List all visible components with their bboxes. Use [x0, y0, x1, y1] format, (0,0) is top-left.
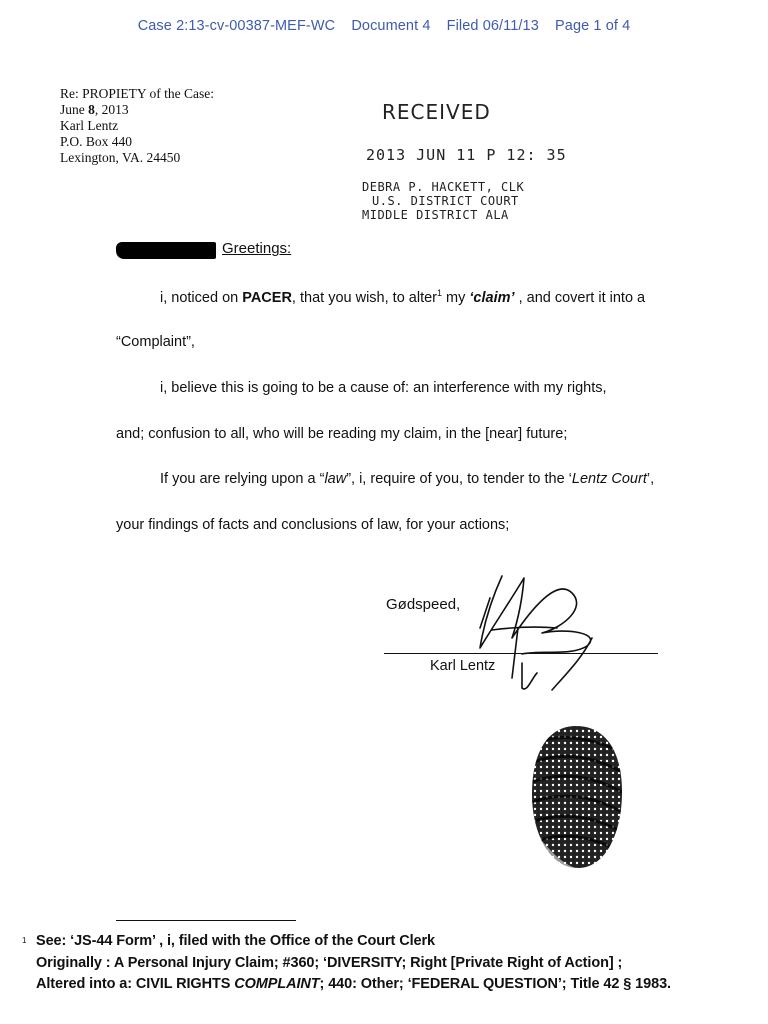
footnote-line-1: See: ‘JS-44 Form’ , i, filed with the Office of the Court Clerk: [36, 933, 435, 949]
clerk-stamp: [362, 180, 524, 222]
sender-block: [60, 86, 214, 166]
body-line-2: “Complaint”,: [116, 334, 195, 350]
handwritten-signature: [462, 568, 612, 698]
greeting: Greetings:: [222, 240, 292, 257]
closing-salutation: Gødspeed,: [386, 596, 461, 613]
case-header: [0, 18, 768, 34]
footnote-marker: 1: [22, 936, 27, 945]
page-number: Page 1 of 4: [555, 18, 631, 34]
body-line-6: your findings of facts and conclusions of law, for your actions;: [116, 517, 510, 533]
body-line-4: and; confusion to all, who will be reading my claim, in the [near] future;: [116, 426, 568, 442]
pacer-term: PACER: [242, 289, 292, 306]
sender-name: Karl Lentz: [60, 118, 119, 133]
letter-date: June 8, 2013: [60, 102, 129, 117]
sender-city: Lexington, VA. 24450: [60, 150, 181, 165]
clerk-court: U.S. DISTRICT COURT: [372, 194, 519, 208]
clerk-district: MIDDLE DISTRICT ALA: [362, 208, 509, 222]
footnote-ref: 1: [437, 288, 443, 298]
body-line-5: If you are relying upon a “law”, i, require of you, to tender to the ‘Lentz Court’,: [160, 471, 655, 487]
footnote-rule: [116, 920, 296, 921]
received-datetime: 2013 JUN 11 P 12: 35: [366, 146, 567, 164]
signature-name: Karl Lentz: [430, 658, 496, 674]
re-line: Re: PROPIETY of the Case:: [60, 86, 214, 101]
footnote-line-3: Altered into a: CIVIL RIGHTS COMPLAINT; 440: Other; ‘FEDERAL QUESTION’; Title 42 § 1983.: [36, 976, 671, 992]
thumbprint-image: [526, 722, 626, 872]
sender-po-box: P.O. Box 440: [60, 134, 133, 149]
claim-term: ‘claim’: [469, 289, 515, 306]
clerk-name: DEBRA P. HACKETT, CLK: [362, 180, 525, 194]
footnote-line-2: Originally : A Personal Injury Claim; #360; ‘DIVERSITY; Right [Private Right of Action] ;: [36, 955, 623, 971]
redaction-bar: [116, 242, 216, 259]
signature-line: [384, 653, 658, 654]
filed-date: Filed 06/11/13: [446, 18, 539, 34]
case-number: Case 2:13-cv-00387-MEF-WC: [137, 18, 336, 34]
body-line-1: i, noticed on PACER, that you wish, to alter$^1$ my ‘claim’ , and covert it into a: [160, 288, 646, 306]
document-number: Document 4: [351, 18, 431, 34]
received-stamp: RECEIVED: [382, 100, 491, 124]
body-line-3: i, believe this is going to be a cause of: an interference with my rights,: [160, 380, 607, 396]
